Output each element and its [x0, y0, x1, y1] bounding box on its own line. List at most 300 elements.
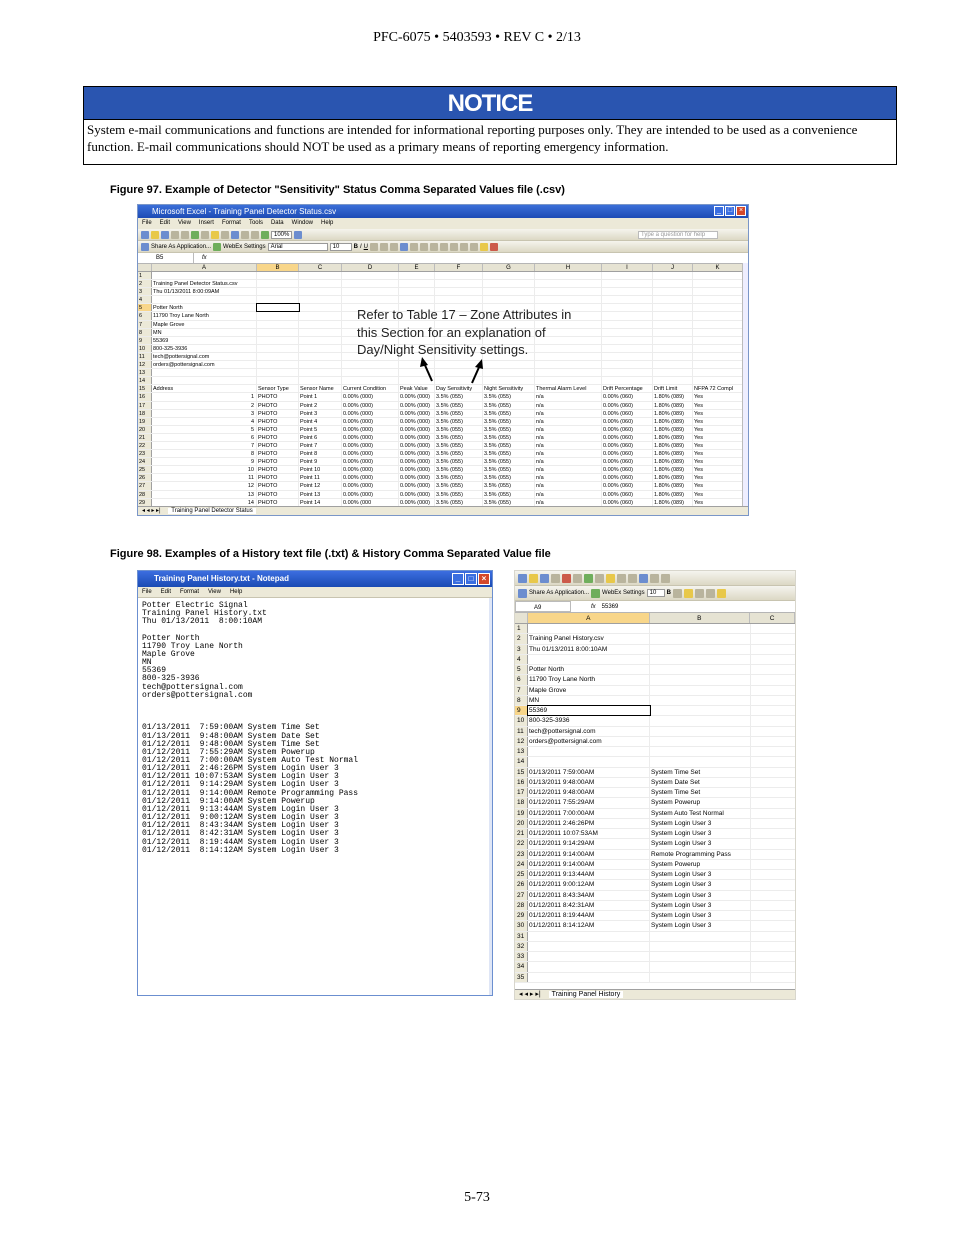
cell[interactable]: Yes: [693, 442, 743, 449]
cell[interactable]: [751, 655, 796, 664]
cell[interactable]: 3.5% (055): [435, 450, 483, 457]
cell[interactable]: [435, 272, 483, 279]
cell[interactable]: [152, 296, 257, 303]
permission-icon[interactable]: [551, 574, 560, 583]
cell[interactable]: [257, 288, 299, 295]
cell[interactable]: [650, 696, 751, 705]
cell[interactable]: PHOTO: [257, 450, 299, 457]
cell[interactable]: [528, 962, 650, 971]
cell[interactable]: 0.00% (060): [602, 491, 653, 498]
cell[interactable]: [693, 337, 743, 344]
sheet-tab[interactable]: Training Panel Detector Status: [168, 508, 256, 514]
cell[interactable]: [299, 288, 342, 295]
cell[interactable]: [751, 788, 796, 797]
cell[interactable]: [751, 932, 796, 941]
cell[interactable]: 01/12/2011 8:14:12AM: [528, 921, 650, 930]
sort-icon[interactable]: [251, 231, 259, 239]
cell[interactable]: [751, 737, 796, 746]
cell[interactable]: 11: [152, 474, 257, 481]
cell[interactable]: [535, 280, 602, 287]
cell[interactable]: 11790 Troy Lane North: [152, 312, 257, 319]
borders-icon[interactable]: [706, 589, 715, 598]
cell[interactable]: 1.80% (089): [653, 426, 693, 433]
cell[interactable]: Point 8: [299, 450, 342, 457]
cell[interactable]: [751, 778, 796, 787]
cell[interactable]: [653, 361, 693, 368]
cell[interactable]: n/a: [535, 442, 602, 449]
cell[interactable]: PHOTO: [257, 402, 299, 409]
cell[interactable]: [653, 377, 693, 384]
close-button[interactable]: ×: [478, 573, 490, 585]
format-painter-icon[interactable]: [617, 574, 626, 583]
cell[interactable]: System Login User 3: [650, 839, 751, 848]
cell[interactable]: [653, 288, 693, 295]
cut-icon[interactable]: [201, 231, 209, 239]
column-header[interactable]: J: [653, 264, 693, 271]
cell[interactable]: 3.5% (055): [435, 426, 483, 433]
cell[interactable]: 0.00% (060): [602, 499, 653, 506]
cell[interactable]: [693, 296, 743, 303]
cell[interactable]: [257, 353, 299, 360]
cell[interactable]: 1.80% (089): [653, 466, 693, 473]
cell[interactable]: Yes: [693, 402, 743, 409]
cell[interactable]: 01/12/2011 8:42:31AM: [528, 901, 650, 910]
cell[interactable]: Point 9: [299, 458, 342, 465]
cell[interactable]: 3.5% (055): [435, 434, 483, 441]
column-header[interactable]: E: [399, 264, 435, 271]
cell[interactable]: [693, 353, 743, 360]
cell[interactable]: [535, 361, 602, 368]
cell[interactable]: [602, 329, 653, 336]
cell[interactable]: [342, 280, 399, 287]
cell[interactable]: [257, 345, 299, 352]
cell[interactable]: [342, 361, 399, 368]
cell[interactable]: Remote Programming Pass: [650, 850, 751, 859]
cell[interactable]: 0.00% (000): [399, 458, 435, 465]
menu-item[interactable]: Help: [321, 220, 334, 226]
cell[interactable]: [602, 353, 653, 360]
cell[interactable]: 0.00% (000): [342, 393, 399, 400]
cell[interactable]: [528, 952, 650, 961]
cell[interactable]: 01/13/2011 9:48:00AM: [528, 778, 650, 787]
open-icon[interactable]: [529, 574, 538, 583]
cell[interactable]: 9: [152, 458, 257, 465]
cell[interactable]: Point 2: [299, 402, 342, 409]
new-icon[interactable]: [518, 574, 527, 583]
cell[interactable]: Thu 01/13/2011 8:00:09AM: [152, 288, 257, 295]
cell[interactable]: [299, 272, 342, 279]
cell[interactable]: 0.00% (000): [399, 402, 435, 409]
column-header[interactable]: B: [650, 613, 751, 623]
cell[interactable]: [693, 312, 743, 319]
cell[interactable]: [650, 932, 751, 941]
cell[interactable]: 1.80% (089): [653, 450, 693, 457]
cell[interactable]: [751, 645, 796, 654]
cell[interactable]: System Login User 3: [650, 819, 751, 828]
zoom-select[interactable]: 100%: [271, 231, 292, 239]
cell[interactable]: [483, 288, 535, 295]
cell[interactable]: 0.00% (060): [602, 434, 653, 441]
font-select[interactable]: Arial: [268, 243, 328, 251]
cell[interactable]: n/a: [535, 499, 602, 506]
cell[interactable]: 3.5% (055): [435, 458, 483, 465]
cell[interactable]: [751, 747, 796, 756]
cell[interactable]: 3.5% (055): [483, 426, 535, 433]
cell[interactable]: 3.5% (055): [483, 410, 535, 417]
currency-icon[interactable]: [410, 243, 418, 251]
cell[interactable]: [299, 369, 342, 376]
cell[interactable]: 3.5% (055): [435, 466, 483, 473]
cell[interactable]: Point 7: [299, 442, 342, 449]
cell[interactable]: Yes: [693, 474, 743, 481]
cell[interactable]: [751, 727, 796, 736]
cell[interactable]: Yes: [693, 499, 743, 506]
cell[interactable]: [342, 296, 399, 303]
hyperlink-icon[interactable]: [231, 231, 239, 239]
cell[interactable]: 0.00% (000): [399, 426, 435, 433]
column-header[interactable]: D: [342, 264, 399, 271]
cell[interactable]: 14: [152, 499, 257, 506]
cell[interactable]: [257, 296, 299, 303]
cell[interactable]: [751, 952, 796, 961]
cell[interactable]: 01/12/2011 9:14:00AM: [528, 850, 650, 859]
cell[interactable]: [693, 329, 743, 336]
cell[interactable]: 10: [152, 466, 257, 473]
cell[interactable]: [152, 272, 257, 279]
cell[interactable]: 01/12/2011 7:00:00AM: [528, 809, 650, 818]
cell[interactable]: [751, 891, 796, 900]
menu-item[interactable]: Data: [270, 220, 284, 226]
cell[interactable]: [342, 369, 399, 376]
cell[interactable]: 0.00% (000): [342, 410, 399, 417]
cell[interactable]: 01/12/2011 9:14:00AM: [528, 860, 650, 869]
cell[interactable]: PHOTO: [257, 418, 299, 425]
cell[interactable]: 01/12/2011 9:14:29AM: [528, 839, 650, 848]
cell[interactable]: Yes: [693, 418, 743, 425]
cell[interactable]: [751, 706, 796, 715]
cell[interactable]: Point 14: [299, 499, 342, 506]
vertical-scrollbar[interactable]: [742, 263, 748, 506]
cell[interactable]: [602, 272, 653, 279]
cell[interactable]: Point 13: [299, 491, 342, 498]
cell[interactable]: Point 3: [299, 410, 342, 417]
cell[interactable]: [653, 369, 693, 376]
cell[interactable]: n/a: [535, 482, 602, 489]
cell[interactable]: [653, 312, 693, 319]
cell[interactable]: [751, 829, 796, 838]
cell[interactable]: [751, 901, 796, 910]
cell[interactable]: [342, 272, 399, 279]
cell[interactable]: System Login User 3: [650, 901, 751, 910]
cell[interactable]: [650, 665, 751, 674]
spelling-icon[interactable]: [584, 574, 593, 583]
cell[interactable]: [650, 655, 751, 664]
cell[interactable]: [528, 932, 650, 941]
cell[interactable]: [257, 280, 299, 287]
cell[interactable]: PHOTO: [257, 410, 299, 417]
tab-nav-arrows[interactable]: ◂ ◂ ▸ ▸|: [519, 991, 541, 998]
cell[interactable]: Training Panel Detector Status.csv: [152, 280, 257, 287]
cell[interactable]: 6: [152, 434, 257, 441]
help-search-input[interactable]: Type a question for help: [638, 231, 718, 239]
cell[interactable]: [751, 870, 796, 879]
cell[interactable]: PHOTO: [257, 482, 299, 489]
cell[interactable]: 7: [152, 442, 257, 449]
align-center-icon[interactable]: [684, 589, 693, 598]
column-header[interactable]: C: [299, 264, 342, 271]
cell[interactable]: [751, 911, 796, 920]
cell[interactable]: Yes: [693, 393, 743, 400]
cell[interactable]: 0.00% (000): [399, 434, 435, 441]
cell[interactable]: [653, 304, 693, 311]
cell[interactable]: 0.00% (060): [602, 474, 653, 481]
cell[interactable]: 3.5% (055): [483, 442, 535, 449]
cell[interactable]: PHOTO: [257, 393, 299, 400]
cell[interactable]: 3.5% (055): [435, 442, 483, 449]
cell[interactable]: 12: [152, 482, 257, 489]
name-box[interactable]: A9: [515, 601, 571, 612]
cell[interactable]: 3.5% (055): [435, 402, 483, 409]
cell[interactable]: [602, 345, 653, 352]
cell[interactable]: Yes: [693, 410, 743, 417]
cell[interactable]: 5: [152, 426, 257, 433]
maximize-button[interactable]: □: [725, 206, 735, 216]
cell[interactable]: [299, 329, 342, 336]
cell[interactable]: [399, 280, 435, 287]
worksheet-grid[interactable]: [515, 624, 795, 983]
cell[interactable]: 1.80% (089): [653, 482, 693, 489]
cell[interactable]: 1.80% (089): [653, 393, 693, 400]
cell[interactable]: Thu 01/13/2011 8:00:10AM: [528, 645, 650, 654]
cell[interactable]: Maple Grove: [152, 321, 257, 328]
cell[interactable]: [751, 757, 796, 766]
cell[interactable]: PHOTO: [257, 426, 299, 433]
cell[interactable]: 01/12/2011 10:07:53AM: [528, 829, 650, 838]
cell[interactable]: 01/12/2011 9:13:44AM: [528, 870, 650, 879]
font-size-select[interactable]: 10: [647, 589, 665, 597]
tab-nav-arrows[interactable]: ◂ ◂ ▸ ▸|: [142, 508, 161, 514]
cell[interactable]: Potter North: [528, 665, 650, 674]
cell[interactable]: 1.80% (089): [653, 499, 693, 506]
cell[interactable]: n/a: [535, 466, 602, 473]
cell[interactable]: 800-325-3936: [152, 345, 257, 352]
cell[interactable]: 0.00% (000): [399, 474, 435, 481]
cell[interactable]: 3: [152, 410, 257, 417]
cell[interactable]: [693, 272, 743, 279]
cell[interactable]: System Login User 3: [650, 911, 751, 920]
cell[interactable]: [602, 280, 653, 287]
cell[interactable]: 3.5% (055): [435, 410, 483, 417]
cell[interactable]: System Login User 3: [650, 921, 751, 930]
new-icon[interactable]: [141, 231, 149, 239]
cell[interactable]: 3.5% (055): [483, 402, 535, 409]
cell[interactable]: n/a: [535, 410, 602, 417]
cell[interactable]: 0.00% (000): [342, 474, 399, 481]
cell[interactable]: Point 5: [299, 426, 342, 433]
cell[interactable]: 01/12/2011 8:19:44AM: [528, 911, 650, 920]
cell[interactable]: 3.5% (055): [483, 466, 535, 473]
cell[interactable]: [528, 973, 650, 982]
cell[interactable]: [535, 296, 602, 303]
column-header[interactable]: H: [535, 264, 602, 271]
corner-cell[interactable]: [515, 613, 528, 623]
cell[interactable]: [602, 337, 653, 344]
cell[interactable]: 0.00% (060): [602, 393, 653, 400]
cell[interactable]: [257, 272, 299, 279]
align-left-icon[interactable]: [673, 589, 682, 598]
cell[interactable]: [751, 716, 796, 725]
cell[interactable]: [299, 304, 342, 311]
cell[interactable]: [299, 337, 342, 344]
menu-item[interactable]: View: [178, 220, 191, 226]
menu-item[interactable]: Format: [221, 220, 241, 226]
cell[interactable]: n/a: [535, 426, 602, 433]
cell[interactable]: [528, 624, 650, 633]
paste-icon[interactable]: [606, 574, 615, 583]
cell[interactable]: [650, 952, 751, 961]
cell[interactable]: 0.00% (060): [602, 402, 653, 409]
cell[interactable]: Point 12: [299, 482, 342, 489]
align-right-icon[interactable]: [390, 243, 398, 251]
cell[interactable]: [653, 280, 693, 287]
open-icon[interactable]: [151, 231, 159, 239]
cell[interactable]: 0.00% (000): [399, 410, 435, 417]
cell[interactable]: [257, 377, 299, 384]
cell[interactable]: [693, 288, 743, 295]
cell[interactable]: 1.80% (089): [653, 458, 693, 465]
cell[interactable]: [650, 706, 751, 715]
spelling-icon[interactable]: [191, 231, 199, 239]
share-button[interactable]: Share As Application...: [151, 243, 212, 250]
save-icon[interactable]: [161, 231, 169, 239]
cell[interactable]: PHOTO: [257, 474, 299, 481]
menu-item[interactable]: Edit: [159, 220, 171, 226]
cell[interactable]: MN: [152, 329, 257, 336]
align-left-icon[interactable]: [370, 243, 378, 251]
cell[interactable]: MN: [528, 696, 650, 705]
cell[interactable]: 0.00% (000): [399, 499, 435, 506]
cell[interactable]: Yes: [693, 491, 743, 498]
cell[interactable]: 3.5% (055): [483, 474, 535, 481]
menu-item[interactable]: Insert: [198, 220, 214, 226]
cell[interactable]: [650, 747, 751, 756]
cell[interactable]: [650, 737, 751, 746]
cell[interactable]: [299, 296, 342, 303]
cell[interactable]: 01/13/2011 7:59:00AM: [528, 768, 650, 777]
cell[interactable]: 3.5% (055): [483, 434, 535, 441]
bold-button[interactable]: B: [666, 590, 671, 596]
cell[interactable]: n/a: [535, 434, 602, 441]
cell[interactable]: Yes: [693, 458, 743, 465]
cell[interactable]: System Powerup: [650, 860, 751, 869]
cell[interactable]: [257, 337, 299, 344]
cut-icon[interactable]: [595, 574, 604, 583]
column-header[interactable]: A: [528, 613, 650, 623]
cell[interactable]: PHOTO: [257, 491, 299, 498]
cell[interactable]: [650, 942, 751, 951]
cell[interactable]: [751, 839, 796, 848]
cell[interactable]: 3.5% (055): [483, 499, 535, 506]
cell[interactable]: PHOTO: [257, 434, 299, 441]
cell[interactable]: [693, 377, 743, 384]
cell[interactable]: 0.00% (000): [399, 393, 435, 400]
cell[interactable]: [751, 634, 796, 643]
cell[interactable]: [602, 321, 653, 328]
cell[interactable]: 0.00% (000): [399, 466, 435, 473]
cell[interactable]: [602, 304, 653, 311]
cell[interactable]: 01/12/2011 8:43:34AM: [528, 891, 650, 900]
cell[interactable]: 3.5% (055): [435, 393, 483, 400]
cell[interactable]: System Auto Test Normal: [650, 809, 751, 818]
cell[interactable]: 4: [152, 418, 257, 425]
paste-icon[interactable]: [211, 231, 219, 239]
menu-item[interactable]: Edit: [160, 589, 172, 595]
hyperlink-icon[interactable]: [639, 574, 648, 583]
merge-icon[interactable]: [400, 243, 408, 251]
cell[interactable]: [751, 624, 796, 633]
cell[interactable]: [528, 747, 650, 756]
cell[interactable]: 3.5% (055): [483, 418, 535, 425]
cell[interactable]: [152, 377, 257, 384]
cell[interactable]: Point 11: [299, 474, 342, 481]
cell[interactable]: [693, 304, 743, 311]
notepad-text-area[interactable]: Potter Electric Signal Training Panel History.txt Thu 01/13/2011 8:00:10AM Potter North 11790 Troy Lane North Maple Grove MN 55369 800-325-3936 tech@pottersignal.com orders@pottersignal.com 01/13/2011 7:59:00AM System Time Set 01/13/2011 9:48:00AM System Date Set 01/12/2011 9:48:00AM System Time Set 01/12/2011 7:55:29AM System Powerup 01/12/2011 7:00:00AM System Auto Test Normal 01/12/2011 2:46:26PM System Login User 3 01/12/2011 10:07:53AM System Login User 3 01/12/2011 9:14:29AM System Login User 3 01/12/2011 9:14:00AM Remote Programming Pass 01/12/2011 9:14:00AM System Powerup 01/12/2011 9:13:44AM System Login User 3 01/12/2011 9:00:12AM System Login User 3 01/12/2011 8:43:34AM System Login User 3 01/12/2011 8:42:31AM System Login User 3 01/12/2011 8:19:44AM System Login User 3 01/12/2011 8:14:12AM System Login User 3: [142, 601, 359, 855]
cell[interactable]: [257, 321, 299, 328]
cell[interactable]: 1.80% (089): [653, 434, 693, 441]
cell[interactable]: n/a: [535, 418, 602, 425]
cell[interactable]: tech@pottersignal.com: [528, 727, 650, 736]
cell[interactable]: 8: [152, 450, 257, 457]
cell[interactable]: 0.00% (060): [602, 450, 653, 457]
cell[interactable]: 0.00% (000): [342, 450, 399, 457]
cell[interactable]: n/a: [535, 450, 602, 457]
increase-decimal-icon[interactable]: [440, 243, 448, 251]
cell[interactable]: [299, 361, 342, 368]
cell[interactable]: 1.80% (089): [653, 402, 693, 409]
cell[interactable]: [528, 655, 650, 664]
menu-item[interactable]: File: [142, 220, 152, 226]
sort-icon[interactable]: [661, 574, 670, 583]
cell[interactable]: [535, 377, 602, 384]
share-button[interactable]: Share As Application...: [529, 590, 590, 596]
cell[interactable]: [483, 280, 535, 287]
cell[interactable]: [653, 329, 693, 336]
fill-color-icon[interactable]: [480, 243, 488, 251]
chart-icon[interactable]: [261, 231, 269, 239]
cell[interactable]: [257, 304, 299, 311]
cell[interactable]: Night Sensitivity: [483, 385, 535, 392]
cell[interactable]: [535, 288, 602, 295]
cell[interactable]: 3.5% (055): [483, 393, 535, 400]
cell[interactable]: System Login User 3: [650, 870, 751, 879]
cell[interactable]: System Time Set: [650, 788, 751, 797]
cell[interactable]: NFPA 72 Compl: [693, 385, 743, 392]
cell[interactable]: [299, 345, 342, 352]
cell[interactable]: 0.00% (000): [399, 491, 435, 498]
print-icon[interactable]: [573, 574, 582, 583]
sheet-tab[interactable]: Training Panel History: [549, 991, 624, 998]
cell[interactable]: 1.80% (089): [653, 491, 693, 498]
cell[interactable]: Maple Grove: [528, 686, 650, 695]
cell[interactable]: [299, 280, 342, 287]
cell[interactable]: [152, 369, 257, 376]
cell[interactable]: 3.5% (055): [483, 450, 535, 457]
cell[interactable]: Address: [152, 385, 257, 392]
cell[interactable]: 1.80% (089): [653, 410, 693, 417]
cell[interactable]: 800-325-3936: [528, 716, 650, 725]
cell[interactable]: [751, 798, 796, 807]
cell[interactable]: [483, 296, 535, 303]
